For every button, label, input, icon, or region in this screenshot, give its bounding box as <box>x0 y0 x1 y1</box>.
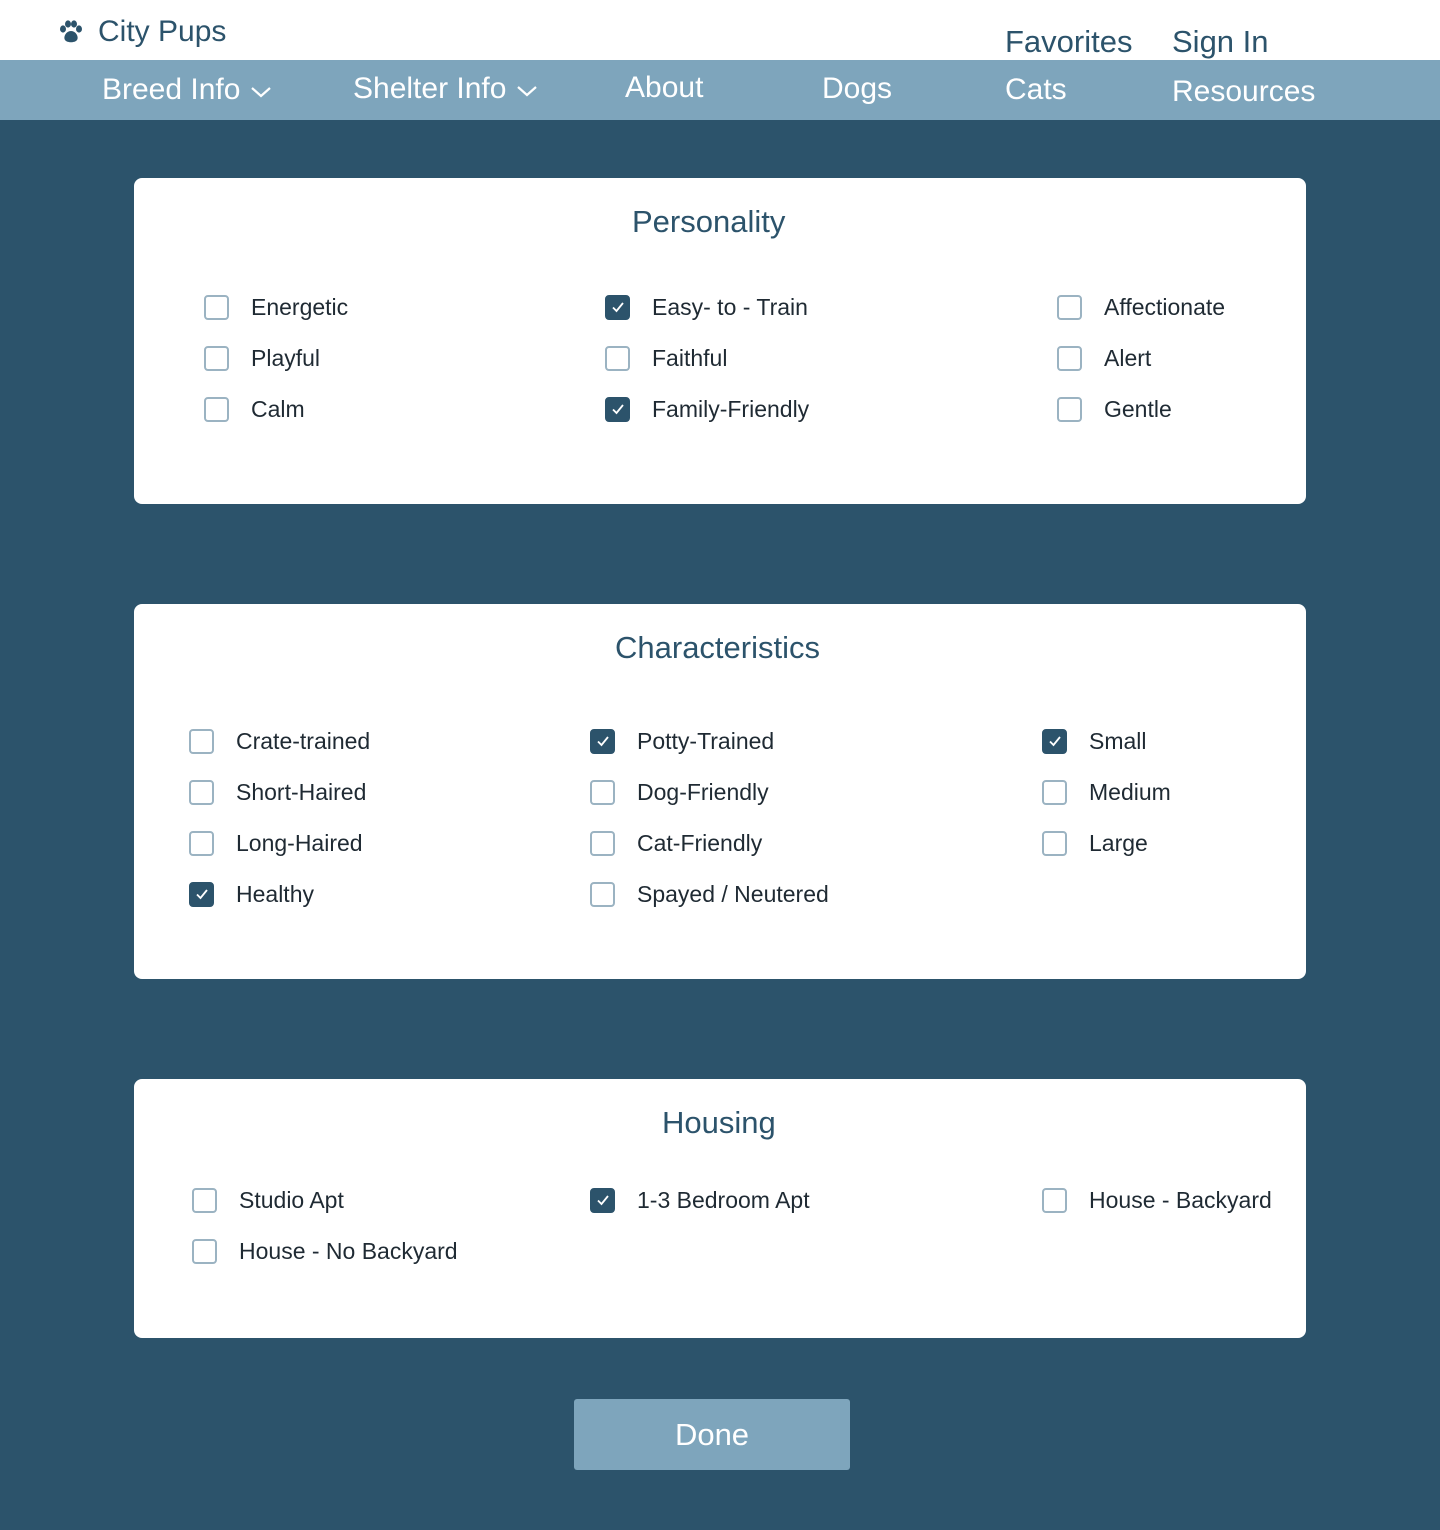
characteristics-option-short-haired[interactable] <box>189 777 366 807</box>
personality-option-alert[interactable] <box>1057 343 1151 373</box>
checkbox[interactable] <box>1042 831 1067 856</box>
personality-card <box>134 178 1306 504</box>
paw-icon <box>58 19 84 45</box>
personality-title: Personality <box>632 204 786 239</box>
nav-breed-info[interactable] <box>102 72 272 108</box>
checkbox[interactable] <box>204 397 229 422</box>
chevron-down-icon <box>516 84 538 98</box>
checkbox[interactable] <box>204 295 229 320</box>
option-label: Medium <box>1089 779 1171 805</box>
option-label: Studio Apt <box>239 1187 344 1213</box>
checkbox[interactable] <box>204 346 229 371</box>
characteristics-option-long-haired[interactable] <box>189 828 363 858</box>
option-label: Crate-trained <box>236 728 371 754</box>
housing-option-house-no-backyard[interactable] <box>192 1236 458 1266</box>
characteristics-option-crate-trained[interactable] <box>189 726 370 756</box>
nav-shelter-info[interactable] <box>353 71 538 107</box>
checkbox[interactable] <box>590 831 615 856</box>
checkbox[interactable] <box>590 1188 615 1213</box>
checkmark-icon <box>1047 733 1063 749</box>
nav-about-label: About <box>625 71 704 104</box>
characteristics-title: Characteristics <box>615 630 820 665</box>
option-label: 1-3 Bedroom Apt <box>637 1187 810 1213</box>
characteristics-option-small[interactable] <box>1042 726 1147 756</box>
characteristics-option-medium[interactable] <box>1042 777 1171 807</box>
option-label: Energetic <box>251 294 349 320</box>
housing-option-house-backyard[interactable] <box>1042 1185 1272 1215</box>
checkbox[interactable] <box>192 1188 217 1213</box>
option-label: Family-Friendly <box>652 396 810 422</box>
characteristics-option-cat-friendly[interactable] <box>590 828 762 858</box>
checkbox[interactable] <box>1057 295 1082 320</box>
characteristics-option-dog-friendly[interactable] <box>590 777 769 807</box>
logo[interactable] <box>58 14 226 50</box>
characteristics-card <box>134 604 1306 979</box>
top-header <box>0 0 1440 60</box>
checkbox[interactable] <box>590 729 615 754</box>
nav-dogs-label: Dogs <box>822 72 893 105</box>
nav-cats[interactable] <box>1005 72 1067 108</box>
checkbox[interactable] <box>189 780 214 805</box>
personality-option-faithful[interactable] <box>605 343 727 373</box>
option-label: House - No Backyard <box>239 1238 458 1264</box>
checkbox[interactable] <box>189 882 214 907</box>
chevron-down-icon <box>250 85 272 99</box>
checkmark-icon <box>194 886 210 902</box>
personality-option-gentle[interactable] <box>1057 394 1172 424</box>
housing-title: Housing <box>662 1105 776 1140</box>
personality-option-energetic[interactable] <box>204 292 348 322</box>
checkbox[interactable] <box>189 729 214 754</box>
checkbox[interactable] <box>590 780 615 805</box>
nav-resources[interactable] <box>1172 74 1315 110</box>
housing-option-studio-apt[interactable] <box>192 1185 344 1215</box>
option-label: Short-Haired <box>236 779 367 805</box>
option-label: Gentle <box>1104 396 1172 422</box>
nav-shelter-info-label: Shelter Info <box>353 72 507 105</box>
checkbox[interactable] <box>189 831 214 856</box>
option-label: Faithful <box>652 345 728 371</box>
checkbox[interactable] <box>1042 729 1067 754</box>
nav-cats-label: Cats <box>1005 73 1067 106</box>
checkbox[interactable] <box>192 1239 217 1264</box>
checkbox[interactable] <box>590 882 615 907</box>
option-label: House - Backyard <box>1089 1187 1272 1213</box>
main-nav <box>0 60 1440 120</box>
checkbox[interactable] <box>1042 1188 1067 1213</box>
nav-resources-label: Resources <box>1172 75 1316 108</box>
option-label: Spayed / Neutered <box>637 881 829 907</box>
characteristics-option-spayed-neutered[interactable] <box>590 879 829 909</box>
nav-about[interactable] <box>625 70 703 106</box>
checkmark-icon <box>610 299 626 315</box>
option-label: Playful <box>251 345 321 371</box>
option-label: Potty-Trained <box>637 728 775 754</box>
checkmark-icon <box>610 401 626 417</box>
checkbox[interactable] <box>1057 397 1082 422</box>
option-label: Affectionate <box>1104 294 1226 320</box>
personality-option-playful[interactable] <box>204 343 320 373</box>
checkbox[interactable] <box>605 346 630 371</box>
checkmark-icon <box>595 1192 611 1208</box>
checkbox[interactable] <box>1042 780 1067 805</box>
option-label: Large <box>1089 830 1148 856</box>
option-label: Alert <box>1104 345 1152 371</box>
option-label: Dog-Friendly <box>637 779 769 805</box>
personality-option-easy-to-train[interactable] <box>605 292 808 322</box>
favorites-link[interactable]: Favorites <box>1005 24 1133 59</box>
option-label: Small <box>1089 728 1147 754</box>
personality-option-affectionate[interactable] <box>1057 292 1225 322</box>
option-label: Easy- to - Train <box>652 294 808 320</box>
checkmark-icon <box>595 733 611 749</box>
option-label: Cat-Friendly <box>637 830 763 856</box>
checkbox[interactable] <box>1057 346 1082 371</box>
sign-in-link[interactable]: Sign In <box>1172 24 1269 59</box>
personality-option-calm[interactable] <box>204 394 305 424</box>
nav-dogs[interactable] <box>822 71 892 107</box>
housing-card <box>134 1079 1306 1338</box>
option-label: Calm <box>251 396 305 422</box>
checkbox[interactable] <box>605 295 630 320</box>
checkbox[interactable] <box>605 397 630 422</box>
characteristics-option-potty-trained[interactable] <box>590 726 774 756</box>
option-label: Healthy <box>236 881 314 907</box>
personality-option-family-friendly[interactable] <box>605 394 809 424</box>
brand-name: City Pups <box>98 15 227 48</box>
option-label: Long-Haired <box>236 830 363 856</box>
characteristics-option-large[interactable] <box>1042 828 1148 858</box>
characteristics-option-healthy[interactable] <box>189 879 314 909</box>
nav-breed-info-label: Breed Info <box>102 73 241 106</box>
done-button[interactable]: Done <box>574 1399 850 1470</box>
housing-option-1-3-bedroom-apt[interactable] <box>590 1185 810 1215</box>
